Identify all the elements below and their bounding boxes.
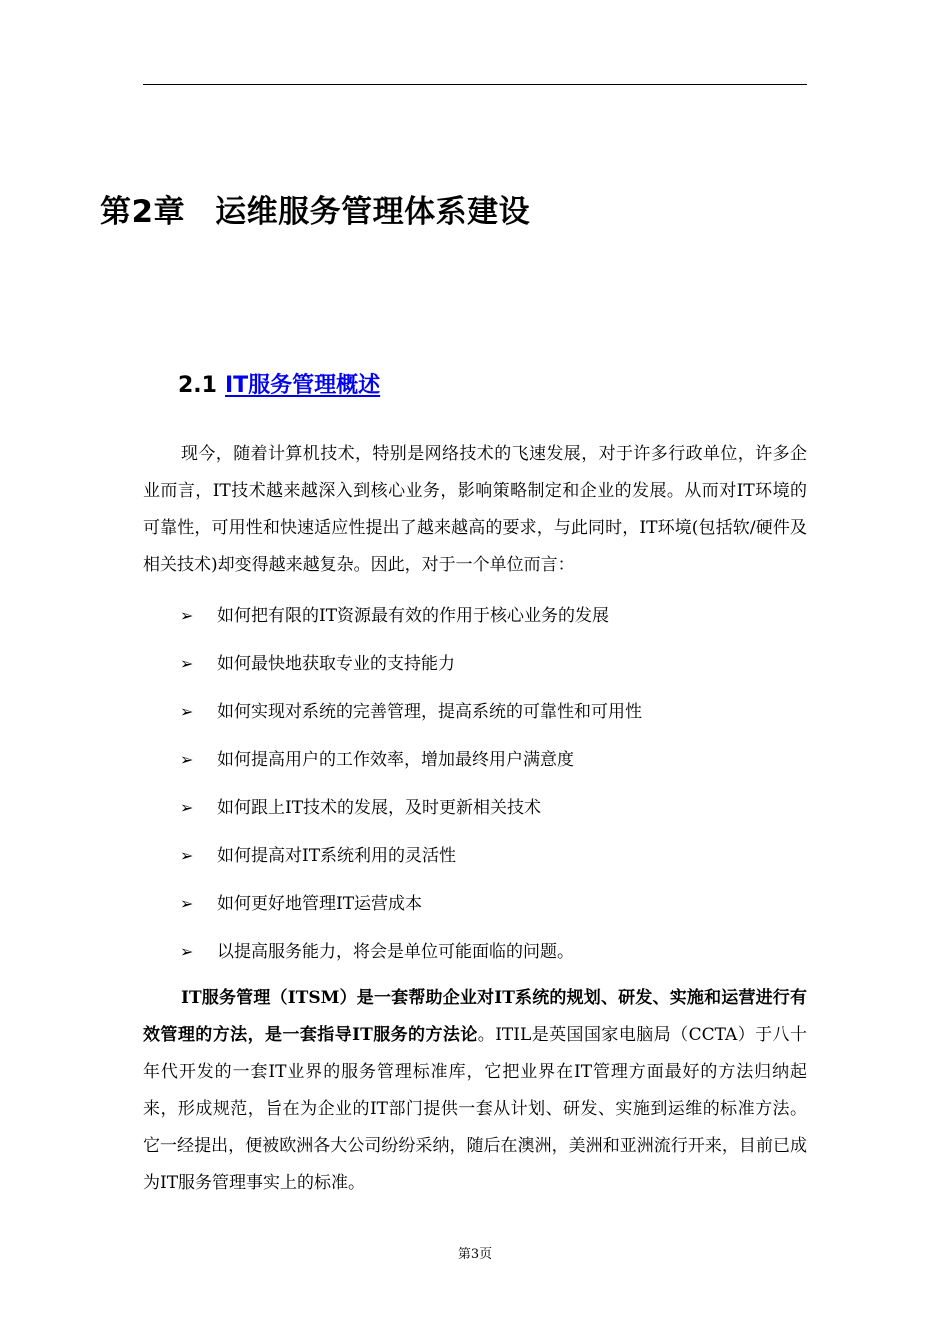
list-item [143,593,807,641]
section-title-link[interactable]: IT服务管理概述 [224,373,381,398]
question-list [143,593,807,977]
arrow-bullet-icon: ➢ [180,606,194,625]
arrow-bullet-icon: ➢ [180,846,194,865]
list-item [143,929,807,977]
itil-description: 。ITIL是英国国家电脑局（CCTA）于八十年代开发的一套IT业界的服务管理标准库，它把业界在IT管理方面最好的方法归纳起来，形成规范，旨在为企业的IT部门提供一套从计划、研发、实施到运维的标准方法。它一经提出，便被欧洲各大公司纷纷采纳，随后在澳洲，美洲和亚洲流行开来，目前已成为IT服务管理事实上的标准。 [143,1025,807,1193]
arrow-bullet-icon: ➢ [180,942,194,961]
page-footer: 第3页 [457,1247,493,1262]
itsm-paragraph [143,980,807,1202]
list-item-text: 如何更好地管理IT运营成本 [217,894,423,914]
itsm-definition-bold: IT服务管理（ITSM）是一套帮助企业对IT系统的规划、研发、实施和运营进行有效管理的方法，是一套指导IT服务的方法论 [143,988,807,1045]
list-item [143,881,807,929]
arrow-bullet-icon: ➢ [180,798,194,817]
list-item-text: 如何实现对系统的完善管理，提高系统的可靠性和可用性 [217,702,642,722]
list-item-text: 如何最快地获取专业的支持能力 [217,654,455,674]
list-item-text: 如何提高用户的工作效率，增加最终用户满意度 [217,750,574,770]
chapter-heading [100,190,530,234]
arrow-bullet-icon: ➢ [180,702,194,721]
list-item-text: 以提高服务能力，将会是单位可能面临的问题。 [217,942,574,962]
arrow-bullet-icon: ➢ [180,654,194,673]
list-item-text: 如何把有限的IT资源最有效的作用于核心业务的发展 [217,606,610,626]
chapter-number: 第2章 [100,194,186,230]
list-item [143,737,807,785]
list-item [143,641,807,689]
chapter-title-text: 运维服务管理体系建设 [215,194,531,230]
list-item [143,785,807,833]
list-item [143,689,807,737]
arrow-bullet-icon: ➢ [180,894,194,913]
header-rule [143,84,807,85]
section-heading [178,366,380,406]
list-item-text: 如何跟上IT技术的发展，及时更新相关技术 [217,798,542,818]
list-item [143,833,807,881]
list-item-text: 如何提高对IT系统利用的灵活性 [217,846,457,866]
intro-paragraph: 现今，随着计算机技术，特别是网络技术的飞速发展，对于许多行政单位，许多企业而言，IT技术越来越深入到核心业务，影响策略制定和企业的发展。从而对IT环境的可靠性，可用性和快速适应性提出了越来越高的要求，与此同时，IT环境(包括软/硬件及相关技术)却变得越来越复杂。因此，对于一个单位而言： [143,444,807,575]
arrow-bullet-icon: ➢ [180,750,194,769]
section-number: 2.1 [178,373,217,398]
